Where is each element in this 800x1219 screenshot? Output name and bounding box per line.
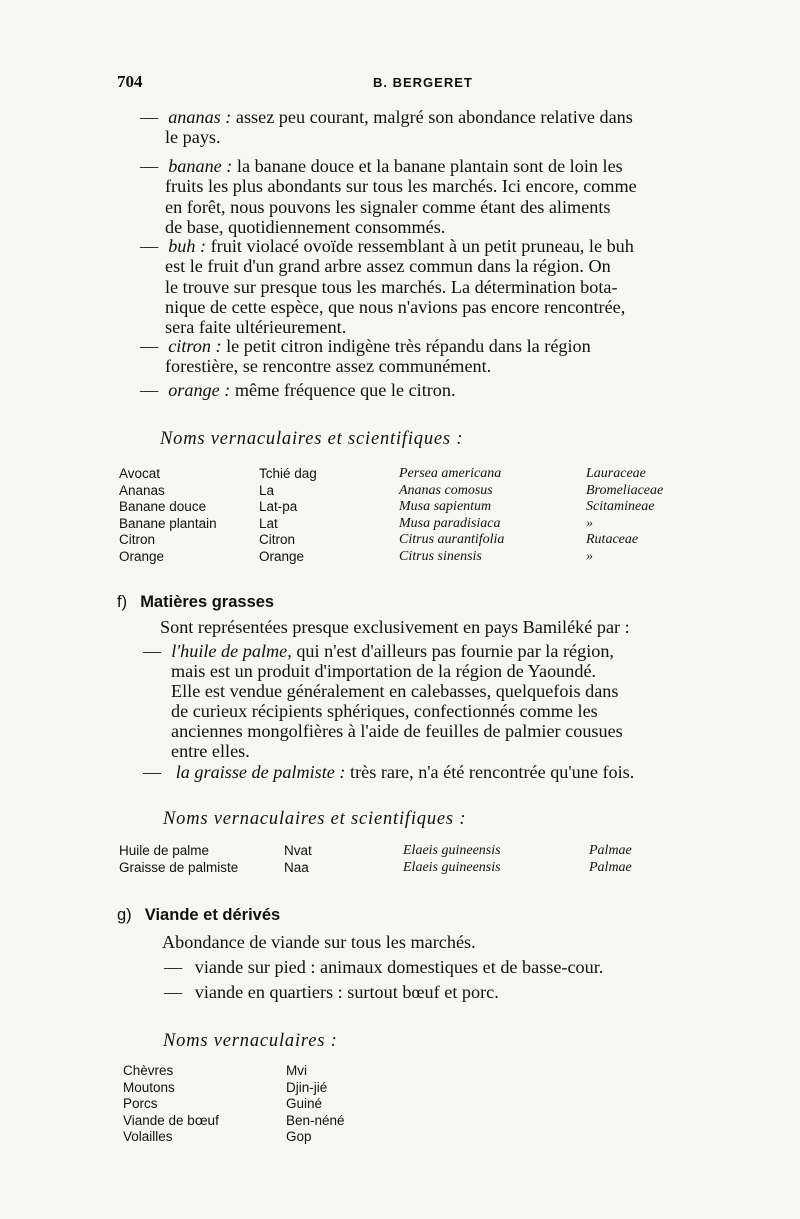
caption-meat: Noms vernaculaires :	[163, 1031, 338, 1051]
section-letter: f)	[117, 593, 128, 611]
table-cell: Djin-jié	[286, 1079, 328, 1095]
continuation-line: nique de cette espèce, que nous n'avions pas encore rencontrée,	[165, 296, 626, 317]
continuation-line: en forêt, nous pouvons les signaler comme étant des aliments	[165, 196, 611, 217]
table-cell: Tchié dag	[259, 466, 317, 481]
term: la graisse de palmiste :	[175, 762, 346, 782]
term: banane :	[168, 156, 233, 176]
table-row	[119, 532, 759, 549]
continuation-line: anciennes mongolfières à l'aide de feuilles de palmier cousues	[171, 721, 623, 742]
table-fats	[119, 843, 759, 876]
table-cell: Viande de bœuf	[123, 1112, 219, 1128]
table-cell: Banane douce	[119, 499, 207, 515]
section-f-heading	[117, 592, 274, 612]
dash: —	[143, 762, 162, 782]
list-item-viande-quartiers	[164, 983, 499, 1002]
table-cell: Huile de palme	[119, 843, 210, 858]
table-cell: Lauraceae	[586, 466, 646, 481]
definition: qui n'est d'ailleurs pas fournie par la région,	[291, 641, 614, 661]
section-title: Viande et dérivés	[144, 906, 281, 924]
table-cell: Naa	[284, 859, 309, 875]
item-text: viande en quartiers : surtout bœuf et porc.	[194, 982, 499, 1002]
dash: —	[140, 236, 159, 256]
dash: —	[164, 982, 183, 1002]
continuation-line: mais est un produit d'importation de la région de Yaoundé.	[171, 661, 597, 682]
continuation-line: de curieux récipients sphériques, confectionnés comme les	[171, 701, 598, 722]
table-cell: Citron	[259, 532, 296, 548]
table-row	[119, 483, 759, 500]
term: citron :	[168, 336, 222, 356]
dash: —	[140, 336, 159, 356]
item-text: viande sur pied : animaux domestiques et de basse-cour.	[194, 957, 604, 977]
list-item	[140, 108, 633, 148]
table-cell: Ananas comosus	[399, 482, 493, 498]
continuation-line: est le fruit d'un grand arbre assez commun dans la région. On	[165, 256, 611, 277]
section-letter: g)	[117, 906, 132, 924]
running-title: B. BERGERET	[373, 75, 473, 90]
section-g-intro: Abondance de viande sur tous les marchés.	[162, 932, 476, 952]
table-row	[119, 843, 759, 860]
table-cell: Banane plantain	[119, 515, 217, 531]
table-cell: Nvat	[284, 843, 312, 858]
continuation-line: le pays.	[165, 127, 221, 148]
table-cell: Lat	[259, 515, 278, 531]
table-row	[123, 1080, 523, 1097]
table-cell: Graisse de palmiste	[119, 859, 239, 875]
definition: le petit citron indigène très répandu dans la région	[221, 336, 591, 356]
table-cell: Scitamineae	[586, 499, 655, 515]
term: ananas :	[168, 107, 232, 127]
continuation-line: le trouve sur presque tous les marchés. La détermination bota-	[165, 276, 618, 297]
table-row	[123, 1129, 523, 1146]
term: l'huile de palme,	[171, 641, 292, 661]
section-title: Matières grasses	[140, 593, 275, 611]
list-item	[140, 337, 591, 377]
table-cell: Citrus aurantifolia	[399, 532, 505, 548]
list-item-graisse	[143, 763, 634, 782]
definition: même fréquence que le citron.	[230, 380, 456, 400]
table-row	[123, 1113, 523, 1130]
table-cell: Rutaceae	[586, 532, 639, 548]
list-item-viande-pied	[164, 958, 603, 977]
table-cell: Mvi	[286, 1063, 307, 1078]
caption-fruits: Noms vernaculaires et scientifiques :	[160, 429, 464, 449]
definition: la banane douce et la banane plantain sont de loin les	[232, 156, 623, 176]
table-cell: Ananas	[119, 482, 165, 498]
dash: —	[143, 641, 162, 661]
table-cell: »	[586, 515, 593, 531]
table-cell: Musa sapientum	[399, 499, 492, 515]
table-cell: Orange	[259, 548, 305, 564]
list-item	[140, 381, 456, 400]
table-cell: Ben-néné	[286, 1112, 345, 1128]
term: buh :	[168, 236, 207, 256]
definition: fruit violacé ovoïde ressemblant à un petit pruneau, le buh	[206, 236, 634, 256]
definition: très rare, n'a été rencontrée qu'une fois.	[345, 762, 635, 782]
list-item	[140, 237, 634, 338]
dash: —	[140, 107, 159, 127]
table-cell: Gop	[286, 1129, 312, 1145]
table-cell: Porcs	[123, 1096, 158, 1112]
table-row	[123, 1063, 523, 1080]
table-row	[123, 1096, 523, 1113]
table-cell: La	[259, 482, 275, 498]
list-item-lines	[143, 642, 623, 762]
table-cell: Elaeis guineensis	[403, 859, 501, 875]
table-cell: Orange	[119, 548, 165, 564]
table-cell: Palmae	[589, 859, 632, 875]
table-row	[119, 466, 759, 483]
section-g-heading	[117, 905, 280, 925]
term: orange :	[168, 380, 231, 400]
table-cell: »	[586, 548, 593, 564]
continuation-line: entre elles.	[171, 741, 250, 762]
dash: —	[164, 957, 183, 977]
dash: —	[140, 380, 159, 400]
table-meat	[123, 1063, 523, 1146]
dash: —	[140, 156, 159, 176]
table-cell: Citron	[119, 532, 156, 548]
table-row	[119, 499, 759, 516]
caption-fats: Noms vernaculaires et scientifiques :	[163, 809, 467, 829]
table-cell: Citrus sinensis	[399, 548, 482, 564]
continuation-line: forestière, se rencontre assez communément.	[165, 356, 492, 377]
table-cell: Bromeliaceae	[586, 482, 664, 498]
page-number: 704	[117, 72, 143, 91]
definition: assez peu courant, malgré son abondance relative dans	[231, 107, 633, 127]
table-row	[119, 860, 759, 877]
table-row	[119, 549, 759, 566]
table-cell: Guiné	[286, 1096, 323, 1112]
table-cell: Musa paradisiaca	[399, 515, 501, 531]
table-cell: Moutons	[123, 1079, 175, 1095]
table-cell: Palmae	[589, 843, 632, 858]
continuation-line: de base, quotidiennement consommés.	[165, 216, 446, 237]
list-item	[140, 157, 637, 237]
table-cell: Volailles	[123, 1129, 173, 1145]
table-cell: Persea americana	[399, 466, 502, 481]
table-cell: Lat-pa	[259, 499, 298, 515]
table-fruits	[119, 466, 759, 566]
table-row	[119, 516, 759, 533]
continuation-line: Elle est vendue généralement en calebasses, quelquefois dans	[171, 681, 619, 702]
continuation-line: sera faite ultérieurement.	[165, 317, 347, 338]
table-cell: Elaeis guineensis	[403, 843, 501, 858]
table-cell: Avocat	[119, 466, 161, 481]
section-f-intro: Sont représentées presque exclusivement en pays Bamiléké par :	[160, 617, 630, 637]
table-cell: Chèvres	[123, 1063, 174, 1078]
continuation-line: fruits les plus abondants sur tous les marchés. Ici encore, comme	[165, 176, 637, 197]
